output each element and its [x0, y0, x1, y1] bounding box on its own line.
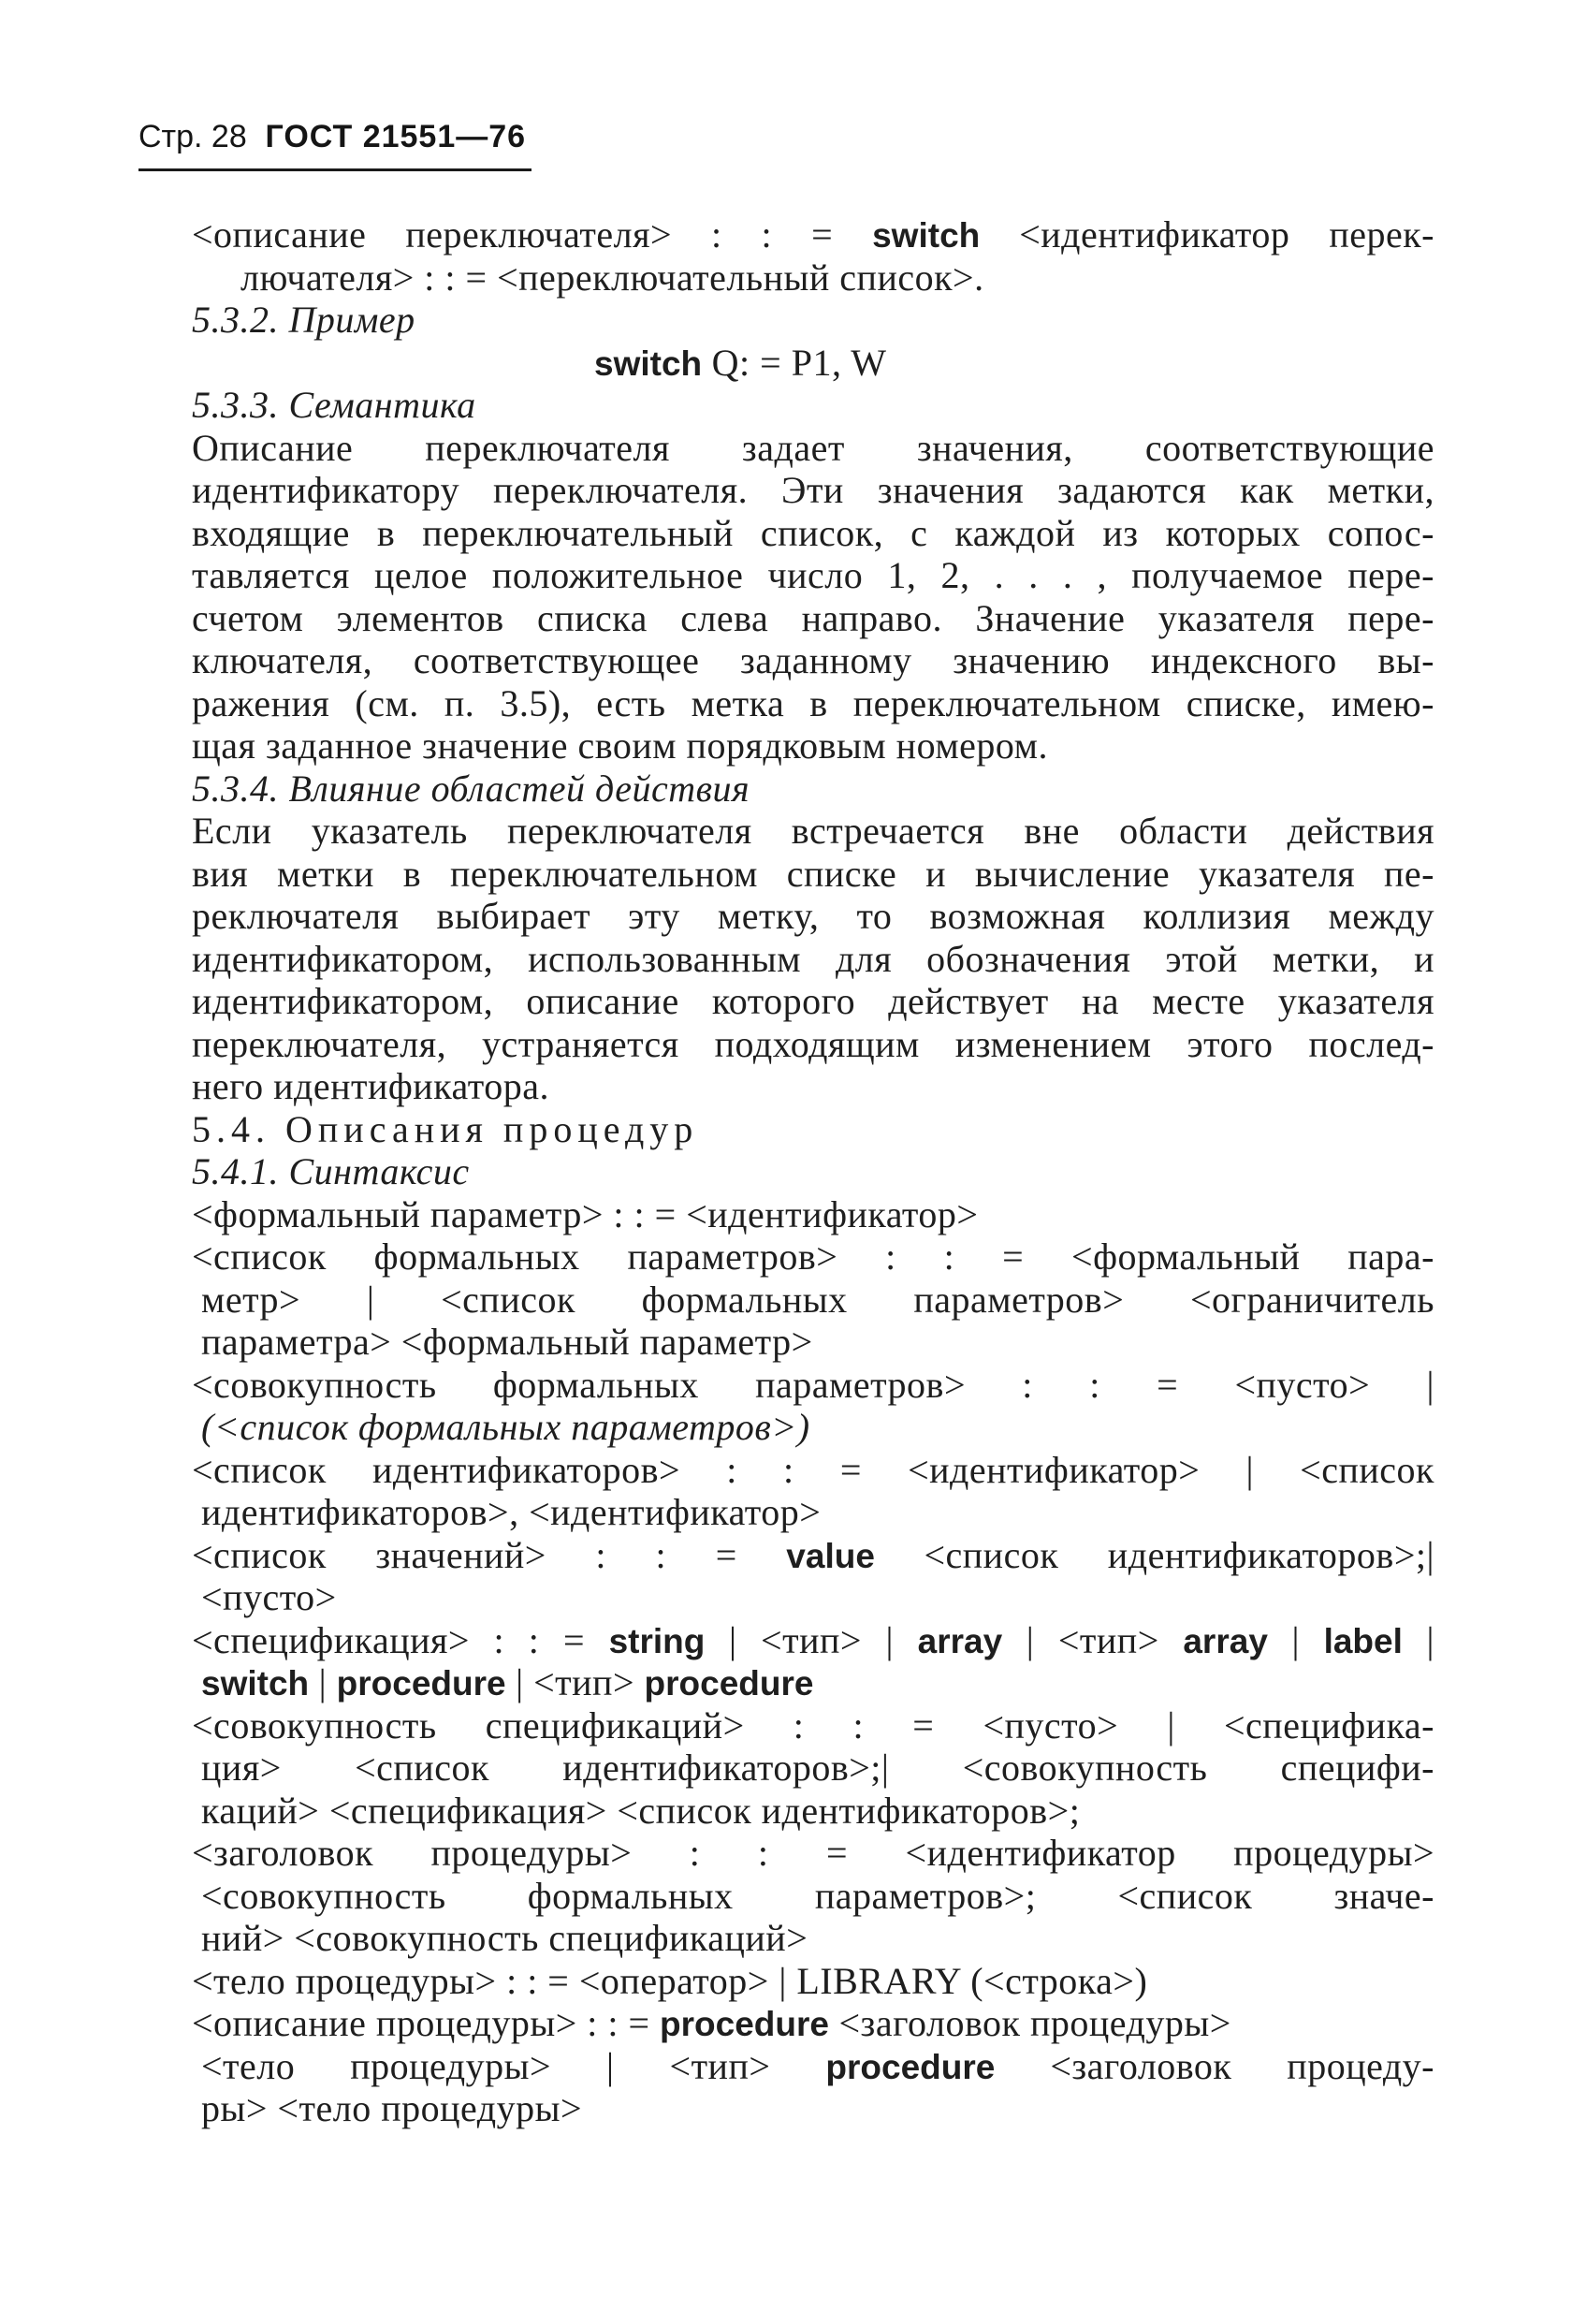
document-body [192, 213, 1434, 2130]
text-line: тавляется целое положительное число 1, 2, . . . , получаемое пере- [192, 554, 1434, 596]
text-line: ражения (см. п. 3.5), есть метка в переключательном списке, имею- [192, 681, 1434, 724]
text-line: щая заданное значение своим порядковым номером. [192, 724, 1048, 767]
syntax-line: <формальный параметр> : : = <идентификатор> [192, 1192, 979, 1235]
syntax-line: <тело процедуры> : : = <оператор> | LIBRARY (<строка>) [192, 1959, 1148, 2002]
text-line: идентификатором, использованным для обозначения этой метки, и [192, 937, 1434, 980]
text-line: входящие в переключательный список, с каждой из которых сопос- [192, 511, 1434, 554]
syntax-line: метр> | <список формальных параметров> <ограничитель [201, 1278, 1434, 1321]
header-rule [138, 168, 531, 171]
subsection-heading: 5.4.1. Синтаксис [192, 1150, 470, 1192]
text-line: него идентификатора. [192, 1065, 549, 1107]
text-line: идентификатором, описание которого действует на месте указателя [192, 980, 1434, 1022]
syntax-line: switch | procedure | <тип> procedure [201, 1661, 814, 1703]
syntax-line: ция> <список идентификаторов>;| <совокупность специфи- [201, 1747, 1434, 1789]
syntax-line: <заголовок процедуры> : : = <идентификатор процедуры> [192, 1832, 1434, 1874]
syntax-line: <список идентификаторов> : : = <идентификатор> | <список [192, 1448, 1434, 1491]
syntax-line: <совокупность формальных параметров>; <список значе- [201, 1874, 1434, 1917]
text-line: ключателя, соответствующее заданному значению индексного вы- [192, 639, 1434, 681]
subsection-heading: 5.3.3. Семантика [192, 384, 476, 426]
text-line: Если указатель переключателя встречается вне области действия [192, 810, 1434, 852]
syntax-line: <список формальных параметров> : : = <формальный пара- [192, 1235, 1434, 1278]
text-line: <описание переключателя> : : = switch <идентификатор перек- [192, 213, 1434, 256]
syntax-line: <список значений> : : = value <список идентификаторов>;| [192, 1533, 1434, 1576]
syntax-line: каций> <спецификация> <список идентификаторов>; [201, 1789, 1081, 1832]
text-line: лючателя> : : = <переключательный список>. [240, 256, 984, 299]
syntax-line: ры> <тело процедуры> [201, 2087, 583, 2129]
syntax-line: <описание процедуры> : : = procedure <заголовок процедуры> [192, 2002, 1231, 2044]
subsection-heading: 5.3.2. Пример [192, 299, 415, 341]
text-line: вия метки в переключательном списке и вычисление указателя пе- [192, 852, 1434, 895]
section-heading: 5.4. Описания процедур [192, 1107, 699, 1150]
text-line: идентификатору переключателя. Эти значения задаются как метки, [192, 469, 1434, 511]
text-line: переключателя, устраняется подходящим изменением этого послед- [192, 1022, 1434, 1065]
code-example: switch Q: = P1, W [594, 341, 887, 384]
syntax-line: идентификаторов>, <идентификатор> [201, 1491, 822, 1533]
text-line: реключателя выбирает эту метку, то возможная коллизия между [192, 895, 1434, 937]
syntax-line: (<список формальных параметров>) [201, 1406, 810, 1448]
text-line: Описание переключателя задает значения, соответствующие [192, 426, 1434, 469]
syntax-line: <тело процедуры> | <тип> procedure <заголовок процеду- [201, 2044, 1434, 2087]
syntax-line: ний> <совокупность спецификаций> [201, 1917, 808, 1959]
page-header [138, 114, 526, 156]
syntax-line: <совокупность формальных параметров> : : = <пусто> | [192, 1363, 1434, 1406]
text-line: счетом элементов списка слева направо. Значение указателя пере- [192, 596, 1434, 639]
page-number-label: Стр. 28 [138, 119, 247, 154]
subsection-heading: 5.3.4. Влияние областей действия [192, 767, 750, 810]
standard-designation: ГОСТ 21551—76 [265, 119, 527, 154]
syntax-line: <совокупность спецификаций> : : = <пусто> | <специфика- [192, 1703, 1434, 1747]
syntax-line: <пусто> [201, 1576, 337, 1618]
syntax-line: <спецификация> : : = string | <тип> | array | <тип> array | label | [192, 1618, 1434, 1661]
syntax-line: параметра> <формальный параметр> [201, 1321, 813, 1363]
